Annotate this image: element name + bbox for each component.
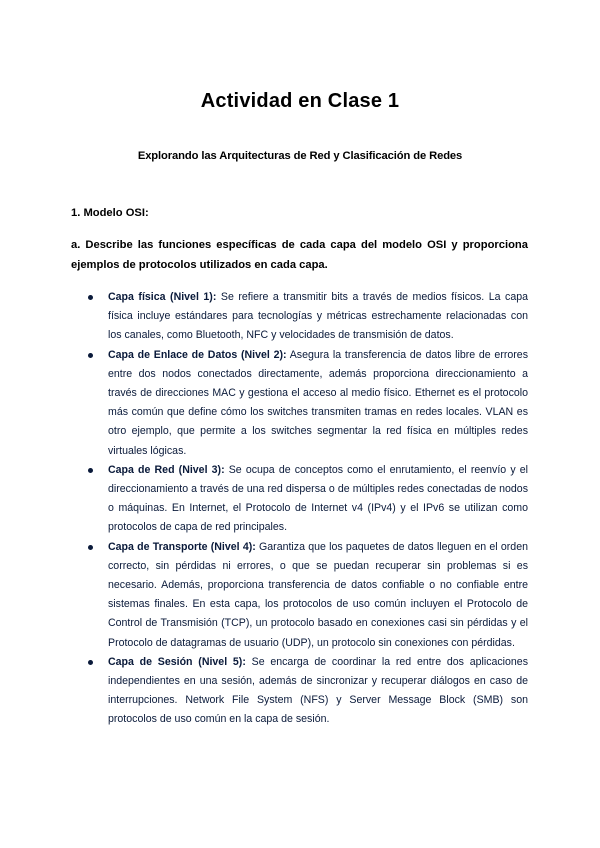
document-title: Actividad en Clase 1 [200, 90, 400, 112]
list-item-text: Garantiza que los paquetes de datos lleguen en el orden correcto, sin pérdidas ni errores, o que se puedan recuperar sin problemas si es necesario. Además, proporciona transferencia de datos confiable o no confiable entre sistemas finales. En esta capa, los protocolos de uso común incluyen el Protocolo de Control de Transmisión (TCP), un protocolo basado en conexiones casi sin pérdidas y el Protocolo de datagramas de usuario (UDP), un protocolo sin conexiones con pérdidas. [108, 540, 528, 649]
list-item-label: Capa de Sesión (Nivel 5): [108, 655, 246, 668]
bullet-icon [88, 353, 93, 358]
list-item-label: Capa de Transporte (Nivel 4): [108, 540, 256, 553]
question-text: a. Describe las funciones específicas de cada capa del modelo OSI y proporciona ejemplos de protocolos utilizados en cada capa. [71, 239, 528, 271]
list-item-network-layer [71, 461, 528, 538]
list-item-text: Se encarga de coordinar la red entre dos aplicaciones independientes en una sesión, además de sincronizar y recuperar diálogos en caso de interrupciones. Network File System (NFS) y Server Message Block (SMB) son protocolos de uso común en la capa de sesión. [108, 655, 529, 726]
list-item-physical-layer [71, 288, 528, 346]
list-item-label: Capa de Enlace de Datos (Nivel 2): [108, 348, 287, 361]
list-item-text: Asegura la transferencia de datos libre de errores entre dos nodos conectados directamente, además proporciona direccionamiento a través de direcciones MAC y gestiona el acceso al medio físico. Ethernet es el protocolo más común que define cómo los switches transmiten tramas en redes locales. VLAN es otro ejemplo, que permite a los switches segmentar la red física en múltiples redes virtuales lógicas. [108, 348, 528, 457]
section-heading: 1. Modelo OSI: [71, 207, 149, 219]
list-item-session-layer [71, 653, 528, 730]
bullet-icon [88, 545, 93, 550]
list-item-text: Se refiere a transmitir bits a través de medios físicos. La capa física incluye estándares para tecnologías y métricas estrechamente relacionadas con los canales, como Bluetooth, NFC y velocidades de transmisión de datos. [108, 291, 528, 342]
osi-layer-list [71, 288, 528, 730]
list-item-transport-layer [71, 538, 528, 653]
bullet-icon [88, 468, 93, 473]
document-subtitle: Explorando las Arquitecturas de Red y Clasificación de Redes [137, 150, 463, 162]
list-item-label: Capa física (Nivel 1): [108, 291, 217, 303]
list-item-data-link-layer [71, 346, 528, 461]
bullet-icon [88, 660, 93, 665]
list-item-label: Capa de Red (Nivel 3): [108, 463, 225, 476]
bullet-icon [88, 295, 93, 300]
list-item-text: Se ocupa de conceptos como el enrutamiento, el reenvío y el direccionamiento a través de una red dispersa o de múltiples redes conectadas de nodos o máquinas. En Internet, el Protocolo de Internet v4 (IPv4) y el IPv6 se utilizan como protocolos de capa de red principales. [108, 463, 528, 534]
